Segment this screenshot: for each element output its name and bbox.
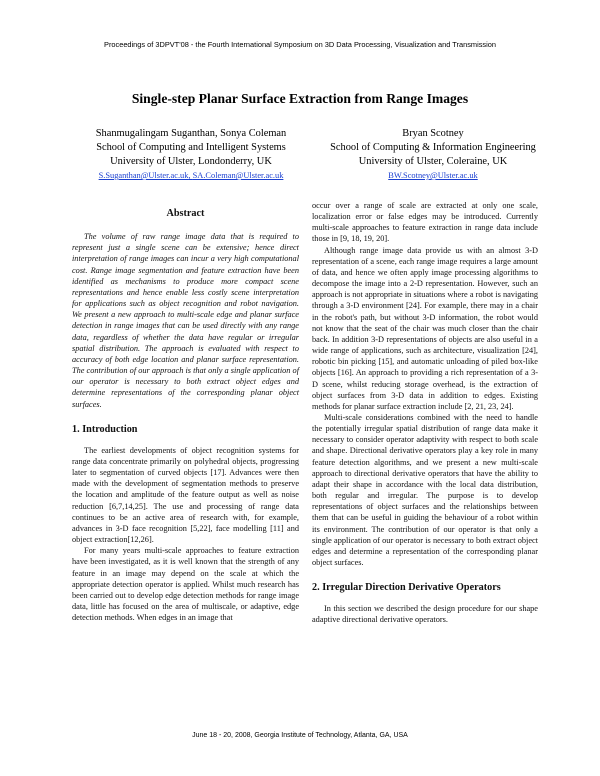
author-block-1: [66, 127, 316, 183]
paragraph: For many years multi-scale approaches to feature extraction have been investigated, as it is well known that the strength of any feature in an image may depend on the scale at which the appropriate detection operator is applied. Whilst much research has been carried out to develop edge detection methods for range image data, little has focused on the area of multiscale, or adaptive, edge detection methods. When edges in an image that: [72, 546, 299, 623]
author-department: School of Computing and Intelligent Systems: [96, 142, 286, 153]
author-institution: University of Ulster, Londonderry, UK: [110, 156, 272, 167]
author-block-2: [300, 127, 566, 183]
author-institution: University of Ulster, Coleraine, UK: [358, 156, 508, 167]
paper-title: Single-step Planar Surface Extraction from Range Images: [131, 91, 469, 106]
right-column: [312, 200, 538, 626]
introduction-heading: 1. Introduction: [72, 423, 138, 435]
paragraph-continuation: occur over a range of scale are extracted at only one scale, localization error or false edges may be introduced. Currently multi-scale approaches to feature extraction in range data include those in [9, 18, 19, 20].: [312, 201, 538, 244]
abstract-text: The volume of raw range image data that is required to represent just a single scene can be extensive; hence direct interpretation of range images can incur a very high computational cost. Range image segmentation and feature extraction have been identified as mechanisms to produce more compact scene representations and hence enable less costly scene interpretation for applications such as object recognition and robot navigation. We present a new approach to multi-scale edge and planar surface detection in range images that can be used directly with any range data, regardless of whether the data have regular or irregular spatial distribution. The approach is evaluated with respect to accuracy of both edge location and planar surface representation. The contribution of our approach is that only a single application of our operator is necessary to both extract object edges and determine representations of the corresponding planar object surfaces.: [72, 232, 299, 409]
paragraph: Although range image data provide us with an almost 3-D representation of a scene, each range image requires a large amount of data, and hence we often apply image processing algorithms to decompose the image into a 2-D representation. However, such an approach is not appropriate in situations where a robot is navigating through a 3-D environment [24]. For example, there may in a chair in the robot's path, but without 3-D information, the robot would not know that the seat of the chair was much closer than the chair back. In addition 3-D representations of objects are also useful in a wide range of applications, such as architecture, visualization [24], robotic bin picking [15], and automatic unloading of piled box-like objects [16]. An approach to providing a rich representation of a 3-D scene, whilst reducing storage overhead, is the extraction of object surfaces from 3-D data in addition to edges. Existing methods for planar surface extraction include [2, 21, 23, 24].: [312, 245, 538, 411]
author-department: School of Computing & Information Engineering: [330, 142, 536, 153]
email-separator: ,: [188, 171, 193, 180]
section-2-heading: 2. Irregular Direction Derivative Operators: [312, 582, 501, 594]
abstract-heading: Abstract: [166, 208, 205, 219]
running-footer: June 18 - 20, 2008, Georgia Institute of Technology, Atlanta, GA, USA: [192, 732, 408, 739]
paragraph: Multi-scale considerations combined with the need to handle the potentially irregular spatial distribution of range data make it necessary to consider operator adaptivity with respect to both scale and shape. Directional derivative operators play a key role in many feature detection algorithms, and we present a new multi-scale approach to directional derivative operators that have the ability to adapt their shape in accordance with the local data distribution, both regular and irregular. The purpose is to develop representations of object surfaces and the relationships between them that can be useful in guiding the behaviour of a robot within its environment. The contribution of our operator is that only a single application of our operator is necessary to both extract object edges and determine a representation of the corresponding planar object surfaces.: [312, 412, 538, 567]
author-email-link[interactable]: SA.Coleman@Ulster.ac.uk: [192, 171, 284, 180]
author-names: Shanmugalingam Suganthan, Sonya Coleman: [95, 128, 287, 139]
author-email-link[interactable]: S.Suganthan@Ulster.ac.uk: [98, 171, 189, 180]
author-names: Bryan Scotney: [402, 128, 464, 139]
paragraph: In this section we described the design procedure for our shape adaptive directional derivative operators.: [312, 604, 538, 625]
left-column: [72, 208, 299, 623]
paragraph: The earliest developments of object recognition systems for range data concentrate primarily on polyhedral objects, progressing later to segmentation of curved objects [17]. Advances were then made with the development of segmentation methods to preserve the location and amplitude of the feature output as well as noise reduction [6,7,14,25]. The use and processing of range data continues to be an active area of research with, for example, advances in 3-D face recognition [5,22], face modelling [11] and object extraction[12,26].: [72, 445, 299, 545]
author-emails: [66, 169, 316, 183]
author-email-link[interactable]: BW.Scotney@Ulster.ac.uk: [388, 171, 478, 180]
running-header: Proceedings of 3DPVT'08 - the Fourth International Symposium on 3D Data Processing, Visualization and Transmission: [104, 40, 496, 49]
